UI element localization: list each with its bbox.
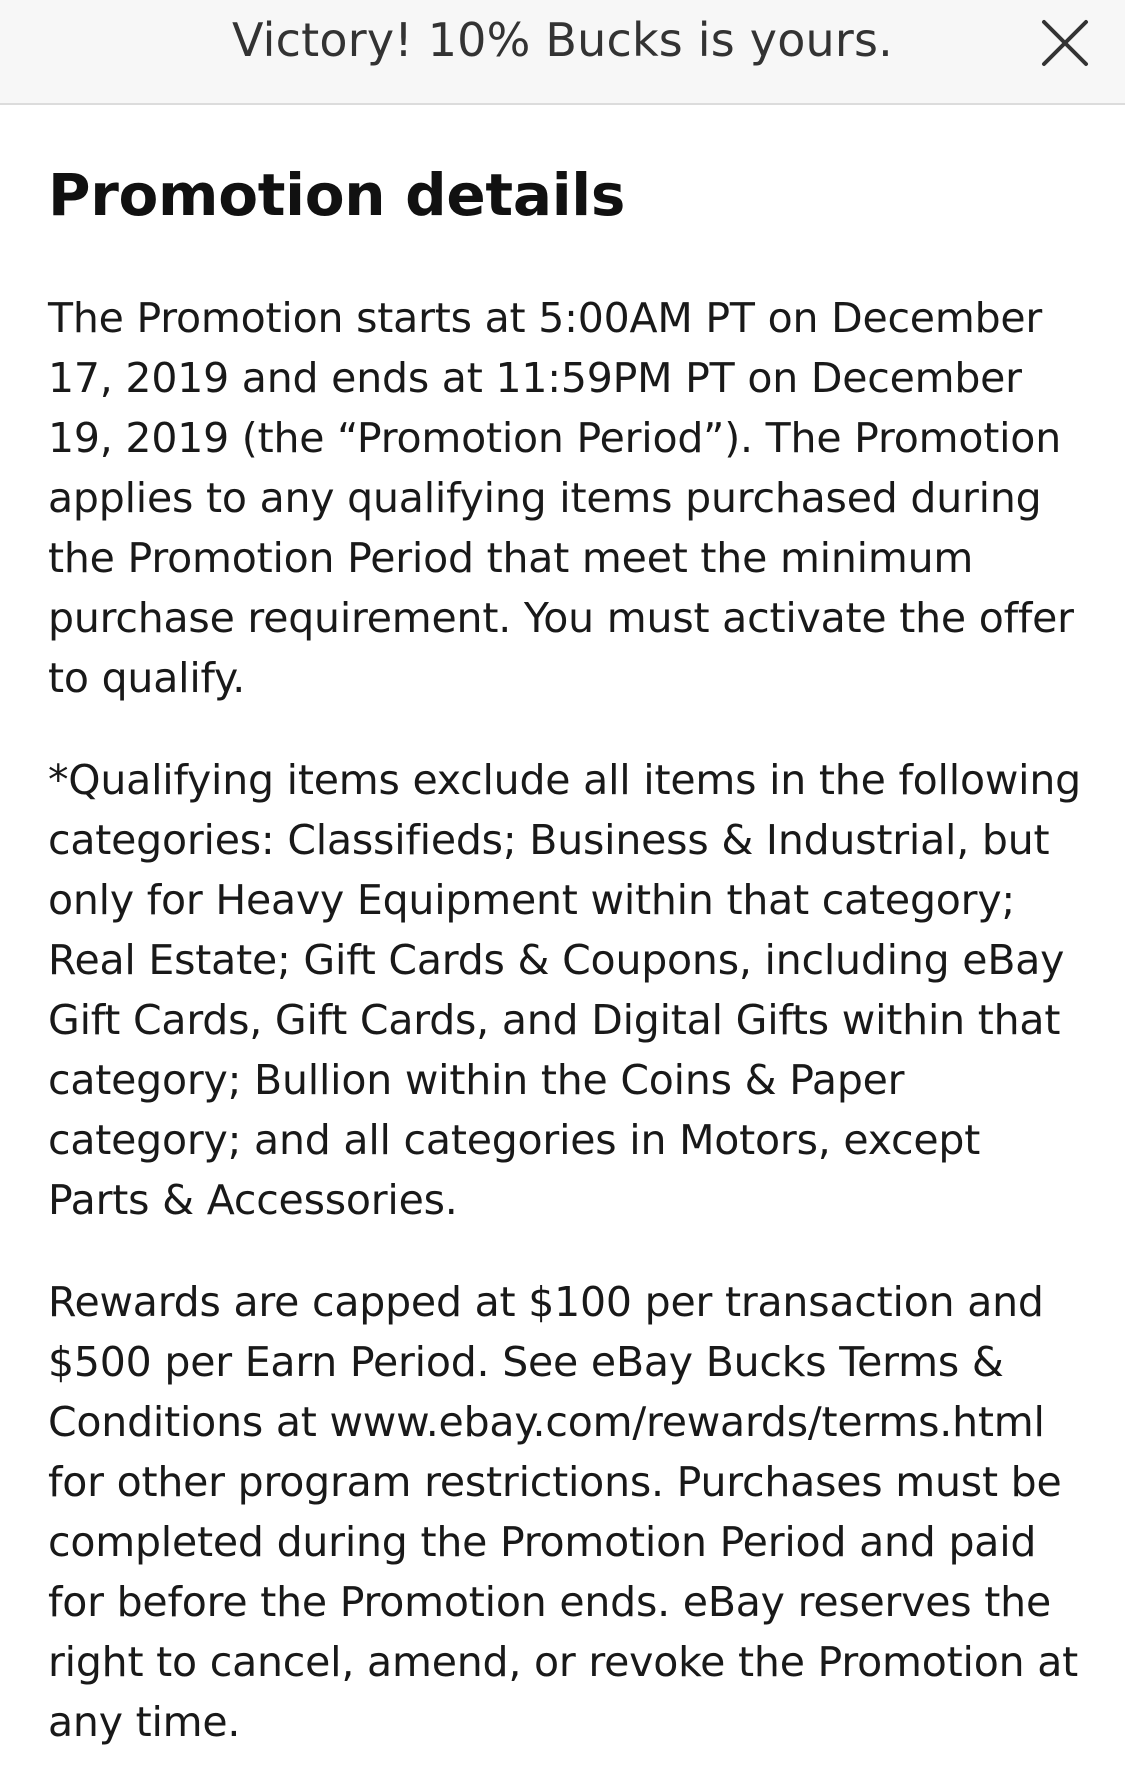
close-icon: [1036, 14, 1094, 72]
qualifying-items-paragraph: *Qualifying items exclude all items in the following categories: Classifieds; Business & Industrial, but only for Heavy Equipment within that category; Real Estate; Gift Cards & Coupons, including eBay Gift Cards, Gift Cards, and Digital Gifts within that category; Bullion within the Coins & Paper category; and all categories in Motors, except Parts & Accessories.: [48, 756, 1081, 1224]
page-title: Promotion details: [48, 161, 626, 229]
promotion-details-content: [48, 160, 1088, 1752]
promotion-period-paragraph: The Promotion starts at 5:00AM PT on December 17, 2019 and ends at 11:59PM PT on December 19, 2019 (the “Promotion Period”). The Promotion applies to any qualifying items purchased during the Promotion Period that meet the minimum purchase requirement. You must activate the offer to qualify.: [48, 294, 1074, 702]
close-button[interactable]: [1036, 14, 1094, 72]
rewards-cap-paragraph: Rewards are capped at $100 per transaction and $500 per Earn Period. See eBay Bucks Terms & Conditions at www.ebay.com/rewards/terms.html for other program restrictions. Purchases must be completed during the Promotion Period and paid for before the Promotion ends. eBay reserves the right to cancel, amend, or revoke the Promotion at any time.: [48, 1278, 1078, 1746]
banner-message: Victory! 10% Bucks is yours.: [232, 13, 893, 67]
top-banner: [0, 0, 1125, 105]
